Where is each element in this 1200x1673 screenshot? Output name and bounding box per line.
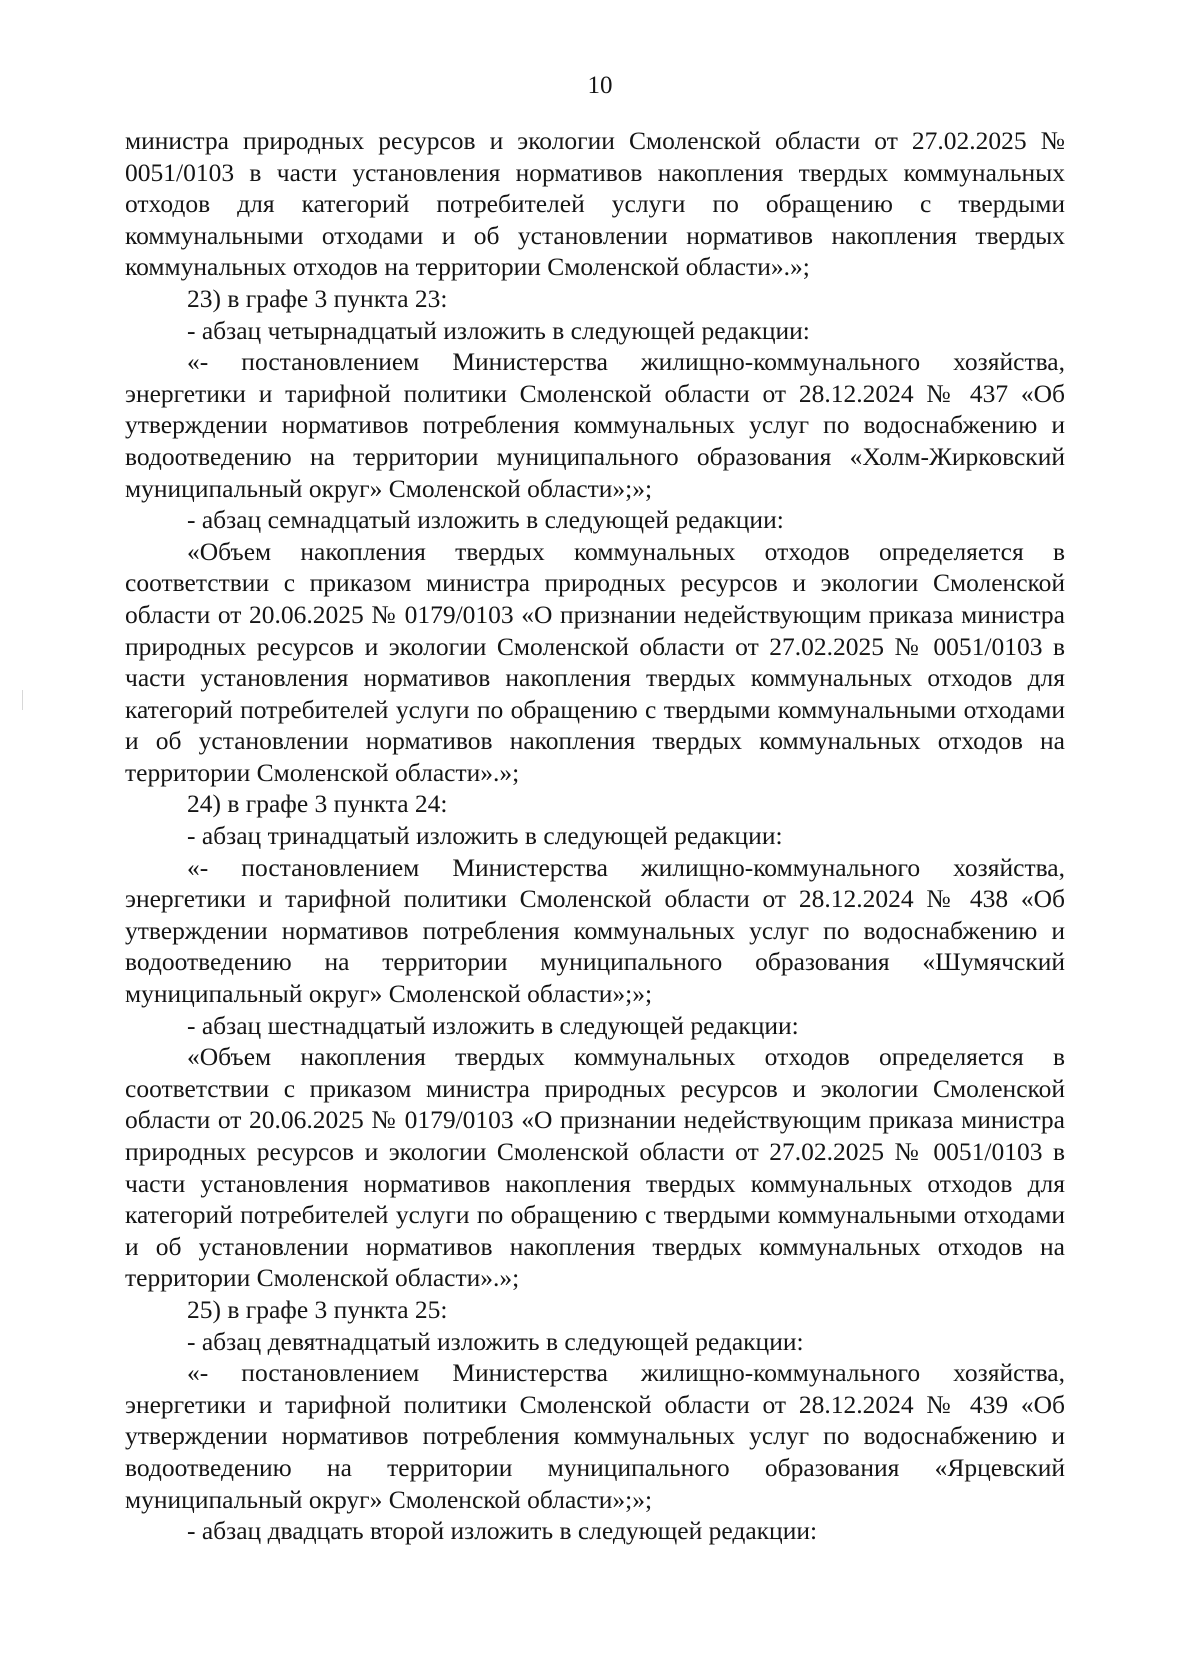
item-25-paragraph-19-text: «- постановлением Министерства жилищно-коммунального хозяйства, энергетики и тарифной политики Смоленской области от 28.12.2024 № 439 «Об утверждении нормативов потребления коммунальных услуг по водоснабжению и водоотведению на территории муниципального образования «Ярцевский муниципальный округ» Смоленской области»;»; <box>125 1358 1065 1514</box>
item-25-heading: 25) в графе 3 пункта 25: <box>187 1294 448 1324</box>
paragraph-continuation: министра природных ресурсов и экологии Смоленской области от 27.02.2025 № 0051/0103 в части установления нормативов накопления твердых коммунальных отходов для категорий потребителей услуги по обращению с твердыми коммунальными отходами и об установлении нормативов накопления твердых коммунальных отходов на территории Смоленской области».»; <box>125 126 1065 282</box>
page-number: 10 <box>587 72 613 99</box>
document-body <box>125 125 1065 1547</box>
scan-edge-mark <box>22 690 23 710</box>
item-24-paragraph-16-text: «Объем накопления твердых коммунальных отходов определяется в соответствии с приказом министра природных ресурсов и экологии Смоленской области от 20.06.2025 № 0179/0103 «О признании недействующим приказа министра природных ресурсов и экологии Смоленской области от 27.02.2025 № 0051/0103 в части установления нормативов накопления твердых коммунальных отходов для категорий потребителей услуги по обращению с твердыми коммунальными отходами и об установлении нормативов накопления твердых коммунальных отходов на территории Смоленской области».»; <box>125 1042 1065 1293</box>
item-23-paragraph-17-instruction: - абзац семнадцатый изложить в следующей редакции: <box>187 505 784 535</box>
item-25-paragraph-19-instruction: - абзац девятнадцатый изложить в следующей редакции: <box>187 1326 804 1356</box>
item-25-paragraph-22-instruction: - абзац двадцать второй изложить в следующей редакции: <box>187 1516 818 1546</box>
item-23-heading: 23) в графе 3 пункта 23: <box>187 283 448 313</box>
item-23-paragraph-17-text: «Объем накопления твердых коммунальных отходов определяется в соответствии с приказом министра природных ресурсов и экологии Смоленской области от 20.06.2025 № 0179/0103 «О признании недействующим приказа министра природных ресурсов и экологии Смоленской области от 27.02.2025 № 0051/0103 в части установления нормативов накопления твердых коммунальных отходов для категорий потребителей услуги по обращению с твердыми коммунальными отходами и об установлении нормативов накопления твердых коммунальных отходов на территории Смоленской области».»; <box>125 536 1065 787</box>
item-24-heading: 24) в графе 3 пункта 24: <box>187 789 448 819</box>
item-24-paragraph-16-instruction: - абзац шестнадцатый изложить в следующей редакции: <box>187 1010 799 1040</box>
item-24-paragraph-13-instruction: - абзац тринадцатый изложить в следующей редакции: <box>187 821 783 851</box>
item-24-paragraph-13-text: «- постановлением Министерства жилищно-коммунального хозяйства, энергетики и тарифной политики Смоленской области от 28.12.2024 № 438 «Об утверждении нормативов потребления коммунальных услуг по водоснабжению и водоотведению на территории муниципального образования «Шумячский муниципальный округ» Смоленской области»;»; <box>125 852 1065 1009</box>
item-23-paragraph-14-text: «- постановлением Министерства жилищно-коммунального хозяйства, энергетики и тарифной политики Смоленской области от 28.12.2024 № 437 «Об утверждении нормативов потребления коммунальных услуг по водоснабжению и водоотведению на территории муниципального образования «Холм-Жирковский муниципальный округ» Смоленской области»;»; <box>125 347 1065 503</box>
item-23-paragraph-14-instruction: - абзац четырнадцатый изложить в следующей редакции: <box>187 315 810 345</box>
